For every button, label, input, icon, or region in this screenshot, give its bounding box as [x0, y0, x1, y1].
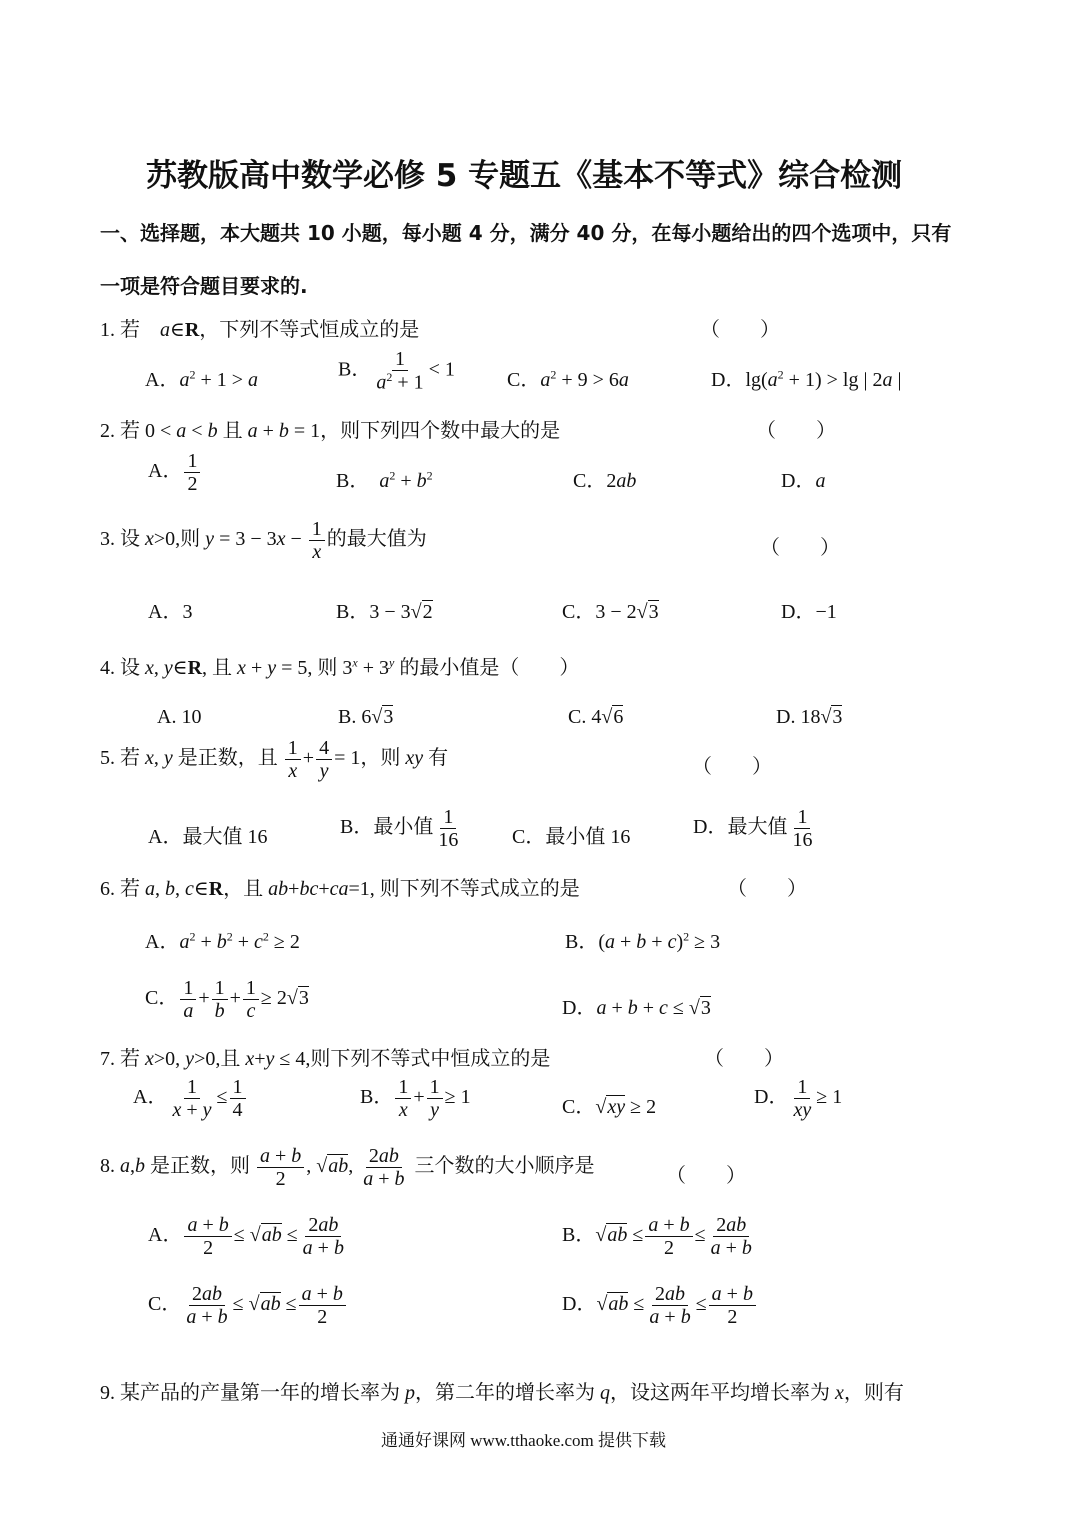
q7-option-a: A． $\frac{1}{x + y}$ ≤ $\frac{1}{4}$: [133, 1076, 248, 1121]
q5-option-a: A．最大值 16: [148, 826, 268, 848]
q2-option-b: B． $a^2 + b^2$: [336, 468, 433, 492]
q7-option-b: B． $\frac{1}{x}$ + $\frac{1}{y}$ ≥ 1: [360, 1076, 471, 1121]
answer-paren-7: （ ）: [704, 1048, 784, 1070]
question-2-stem: 2. 若 0 < a < b 且 a + b = 1，则下列四个数中最大的是: [100, 420, 561, 442]
q4-option-a: A. 10: [157, 706, 202, 728]
q1-option-c: C．$a^2 + 9 > 6a$: [507, 367, 629, 391]
q3-option-a: A．3: [148, 601, 193, 623]
q3-option-c: C．3 − 2√3: [562, 601, 659, 623]
q8-option-d: D．√ab ≤ $\frac{2ab}{a + b}$ ≤ $\frac{a + b}{2}$: [562, 1283, 758, 1328]
q7-option-d: D． $\frac{1}{xy}$ ≥ 1: [754, 1076, 843, 1121]
q4-option-c: C. 4√6: [568, 706, 624, 728]
answer-paren-1: （ ）: [700, 319, 780, 341]
q3-option-d: D．−1: [781, 601, 837, 623]
answer-paren-8: （ ）: [666, 1165, 746, 1187]
question-3-stem: 3. 设 x>0,则 y = 3 − 3x − $\frac{1}{x}$ 的最大值为: [100, 518, 427, 563]
section-heading-line2: 一项是符合题目要求的.: [100, 274, 308, 298]
q2-option-d: D．a: [781, 470, 826, 492]
q5-option-d: D．最大值 $\frac{1}{16}$: [693, 806, 813, 851]
question-5-stem: 5. 若 x, y 是正数，且 $\frac{1}{x}$ + $\frac{4}{y}$ = 1，则 xy 有: [100, 737, 449, 782]
page-footer: 通通好课网 www.tthaoke.com 提供下载: [381, 1431, 667, 1450]
section-heading-line1: 一、选择题，本大题共 10 小题，每小题 4 分，满分 40 分，在每小题给出的四个选项中，只有: [100, 221, 952, 245]
q8-option-b: B．√ab ≤ $\frac{a + b}{2}$ ≤ $\frac{2ab}{a + b}$: [562, 1214, 752, 1259]
q7-option-c: C．√xy ≥ 2: [562, 1096, 657, 1118]
answer-paren-2: （ ）: [756, 420, 836, 442]
answer-paren-5: （ ）: [692, 756, 772, 778]
q1-option-d: D．$\lg(a^2 + 1) > \lg$ | 2a |: [711, 367, 902, 391]
question-6-stem: 6. 若 a, b, c∈R，且 ab+bc+ca=1, 则下列不等式成立的是: [100, 878, 580, 900]
question-4-stem: 4. 设 x, y∈R, 且 x + y = 5, 则 $3^x + 3^y$ 的最小值是（ ）: [100, 655, 580, 679]
q1-option-b: B． $\frac{1}{a^2 + 1}$ < 1: [338, 348, 455, 394]
question-7-stem: 7. 若 x>0, y>0,且 x+y ≤ 4,则下列不等式中恒成立的是: [100, 1048, 551, 1070]
q4-option-d: D. 18√3: [776, 706, 843, 728]
q6-option-d: D．a + b + c ≤ √3: [562, 997, 711, 1019]
question-8-stem: 8. a,b 是正数，则 $\frac{a + b}{2}$ , √ab, $\frac{2ab}{a + b}$ 三个数的大小顺序是: [100, 1145, 595, 1190]
q6-option-b: B．$(a + b + c)^2 \ge 3$: [565, 929, 721, 953]
question-9-stem: 9. 某产品的产量第一年的增长率为 p，第二年的增长率为 q，设这两年平均增长率为 x，则有: [100, 1382, 904, 1404]
q1-option-a: A．$a^2 + 1 > a$: [145, 367, 259, 391]
q6-option-c: C． $\frac{1}{a}$ + $\frac{1}{b}$ + $\frac{1}{c}$ ≥ 2√3: [145, 977, 309, 1022]
q4-option-b: B. 6√3: [338, 706, 394, 728]
q8-option-c: C． $\frac{2ab}{a + b}$ ≤ √ab ≤ $\frac{a + b}{2}$: [148, 1283, 348, 1328]
q3-option-b: B．3 − 3√2: [336, 601, 433, 623]
q5-option-b: B．最小值 $\frac{1}{16}$: [340, 806, 459, 851]
q6-option-a: A．$a^2 + b^2 + c^2 \ge 2$: [145, 929, 300, 953]
q5-option-c: C．最小值 16: [512, 826, 631, 848]
question-1-stem: 1. 若 a∈R，下列不等式恒成立的是: [100, 319, 420, 341]
q2-option-c: C．2ab: [573, 470, 637, 492]
q2-option-a: A． $\frac{1}{2}$: [148, 450, 202, 495]
answer-paren-6: （ ）: [727, 878, 807, 900]
q8-option-a: A． $\frac{a + b}{2}$ ≤ √ab ≤ $\frac{2ab}{a + b}$: [148, 1214, 344, 1259]
answer-paren-3: （ ）: [760, 537, 840, 559]
page-title: 苏教版高中数学必修 5 专题五《基本不等式》综合检测: [146, 158, 903, 194]
